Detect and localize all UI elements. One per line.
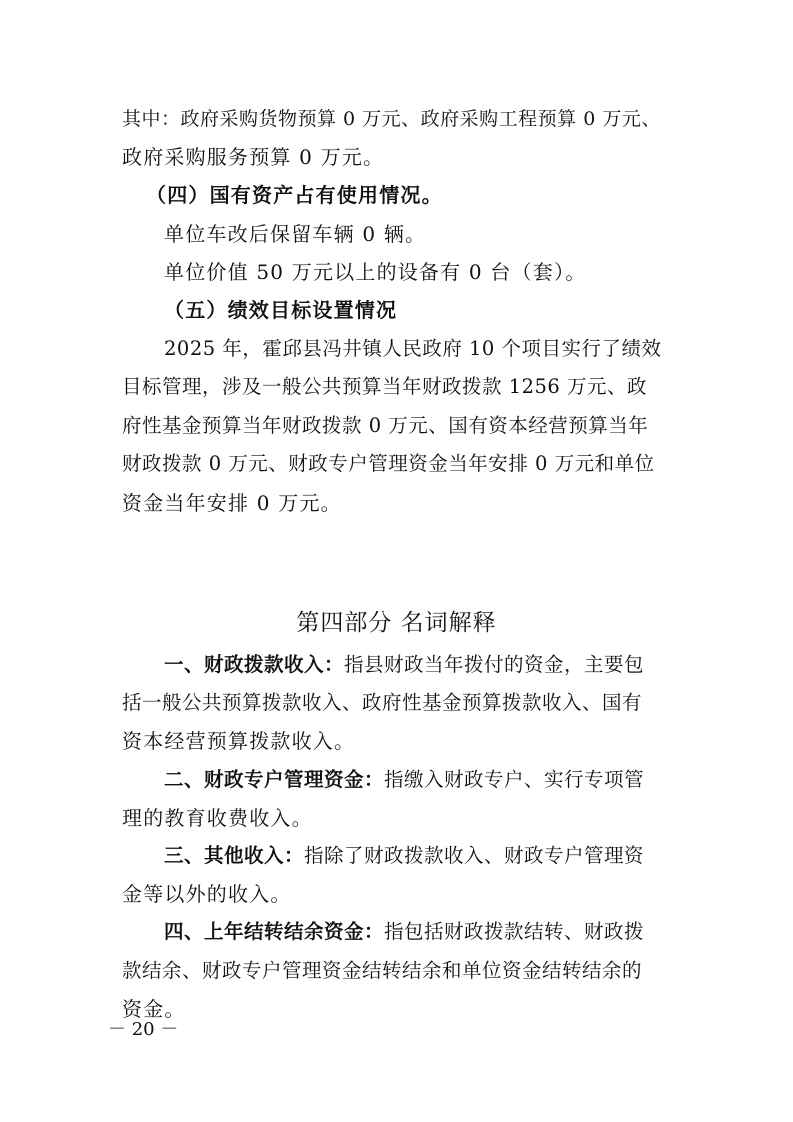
term-paragraph-first-line xyxy=(164,652,644,678)
text-line: 府性基金预算当年财政拨款 0 万元、国有资本经营预算当年 xyxy=(122,414,649,437)
text-line: 政府采购服务预算 0 万元。 xyxy=(122,145,385,169)
text-line: 资本经营预算拨款收入。 xyxy=(122,729,356,753)
term-definition: 指县财政当年拨付的资金，主要包 xyxy=(344,653,645,676)
text-line: 单位价值 50 万元以上的设备有 0 台（套）。 xyxy=(164,260,587,284)
term-paragraph-first-line xyxy=(164,767,644,793)
term-label: 三、其他收入： xyxy=(164,844,305,867)
term-definition: 指除了财政拨款收入、财政专户管理资 xyxy=(304,844,645,867)
page-number: － 20 － xyxy=(108,1019,179,1040)
term-definition: 指包括财政拨款结转、财政拨 xyxy=(384,920,645,943)
text-line: 款结余、财政专户管理资金结转结余和单位资金结转结余的 xyxy=(122,959,643,982)
term-definition: 指缴入财政专户、实行专项管 xyxy=(384,768,645,791)
text-line: 理的教育收费收入。 xyxy=(122,806,313,830)
text-line: 财政拨款 0 万元、财政专户管理资金当年安排 0 万元和单位 xyxy=(122,452,655,475)
part-title: 第四部分 名词解释 xyxy=(296,610,497,636)
text-line: 资金。 xyxy=(122,997,186,1021)
term-paragraph-first-line xyxy=(164,919,644,945)
term-label: 四、上年结转结余资金： xyxy=(164,920,385,943)
text-line: 括一般公共预算拨款收入、政府性基金预算拨款收入、国有 xyxy=(122,691,643,714)
text-line: 资金当年安排 0 万元。 xyxy=(122,491,342,515)
section-heading: （五）绩效目标设置情况 xyxy=(164,298,398,322)
section-heading: （四）国有资产占有使用情况。 xyxy=(146,183,443,207)
text-line: 目标管理，涉及一般公共预算当年财政拨款 1256 万元、政 xyxy=(122,375,648,398)
term-label: 二、财政专户管理资金： xyxy=(164,768,385,791)
text-line: 单位车改后保留车辆 0 辆。 xyxy=(164,222,427,246)
term-label: 一、财政拨款收入： xyxy=(164,653,345,676)
text-line: 金等以外的收入。 xyxy=(122,882,292,906)
text-line: 2025 年，霍邱县冯井镇人民政府 10 个项目实行了绩效 xyxy=(164,337,662,360)
term-paragraph-first-line xyxy=(164,843,644,869)
text-line: 其中：政府采购货物预算 0 万元、政府采购工程预算 0 万元、 xyxy=(122,108,661,130)
